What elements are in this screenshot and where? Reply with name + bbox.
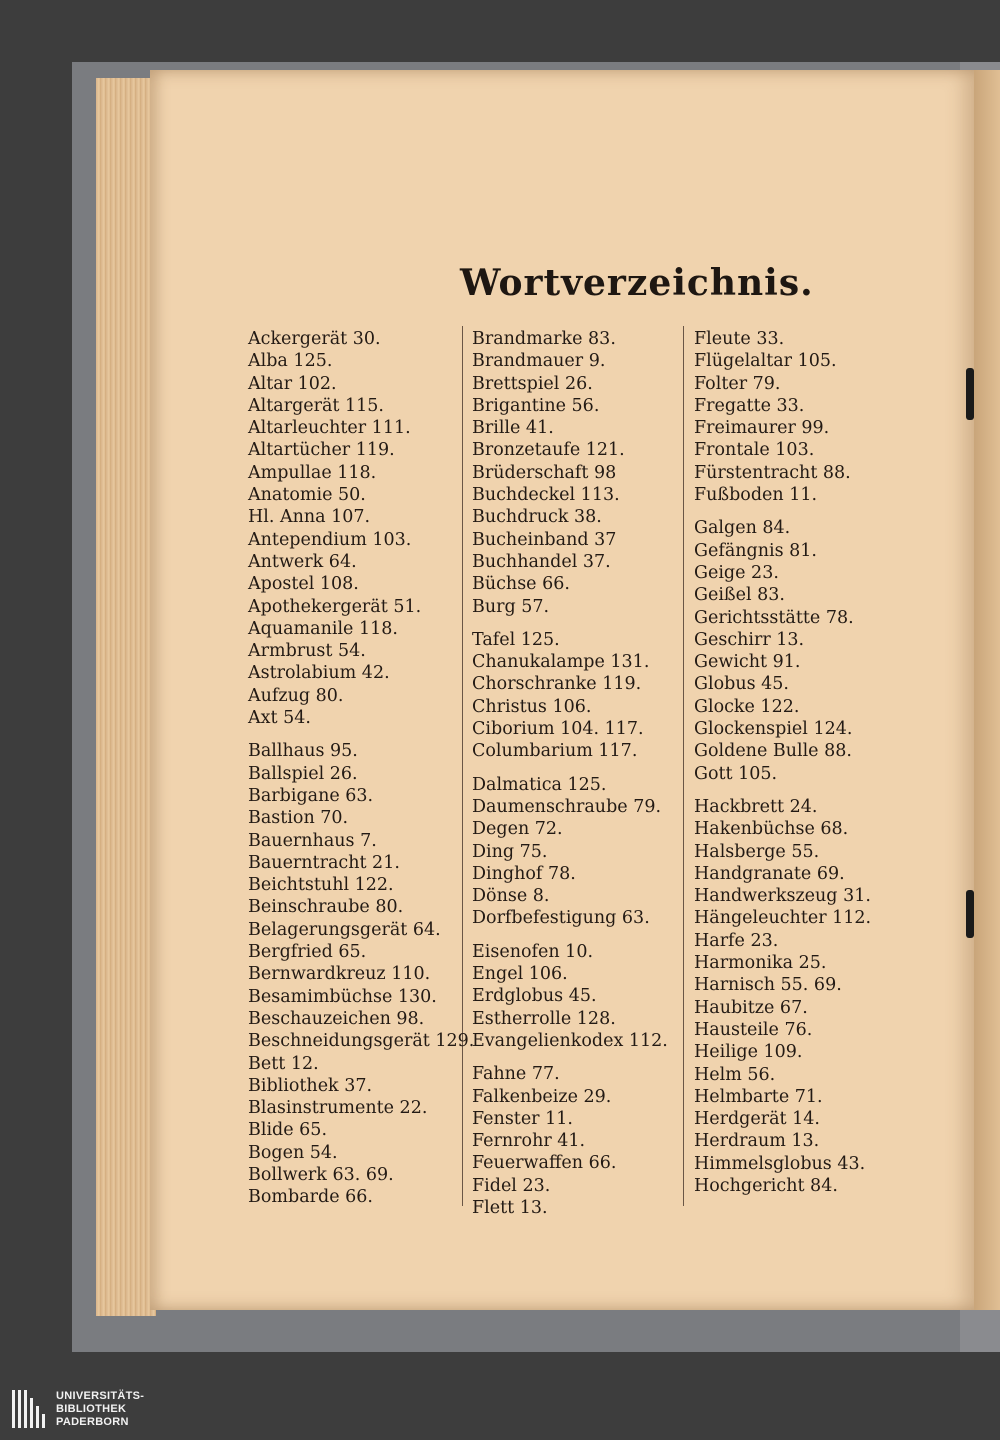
index-entry: Anatomie 50. — [248, 485, 366, 506]
index-entry: Chorschranke 119. — [472, 674, 642, 695]
index-entry: Evangelienkodex 112. — [472, 1030, 668, 1051]
index-column-1 — [248, 328, 475, 1209]
index-entry: Frontale 103. — [694, 440, 815, 461]
index-entry: Degen 72. — [472, 819, 563, 840]
index-entry: Brüderschaft 98 — [472, 462, 617, 483]
index-entry: Besamimbüchse 130. — [248, 986, 437, 1007]
index-entry: Geschirr 13. — [694, 629, 805, 650]
index-entry: Belagerungsgerät 64. — [248, 919, 441, 940]
index-entry: Halsberge 55. — [694, 841, 820, 862]
index-entry: Ballhaus 95. — [248, 741, 358, 762]
index-entry: Haubitze 67. — [694, 997, 808, 1018]
index-entry: Gott 105. — [694, 763, 778, 784]
index-entry: Gerichtsstätte 78. — [694, 607, 854, 628]
index-entry: Gewicht 91. — [694, 652, 801, 673]
index-entry: Herdgerät 14. — [694, 1109, 820, 1130]
index-column-2 — [472, 328, 682, 1219]
index-entry: Harnisch 55. 69. — [694, 975, 842, 996]
index-entry: Bauerntracht 21. — [248, 852, 400, 873]
index-entry: Bauernhaus 7. — [248, 830, 377, 851]
index-entry: Daumenschraube 79. — [472, 796, 662, 817]
index-entry: Flett 13. — [472, 1197, 548, 1218]
index-entry: Bett 12. — [248, 1053, 319, 1074]
library-name-line: BIBLIOTHEK — [56, 1403, 127, 1415]
index-entry: Estherrolle 128. — [472, 1008, 616, 1029]
index-entry: Burg 57. — [472, 596, 550, 617]
facing-page-edge — [974, 70, 1000, 1310]
index-entry: Globus 45. — [694, 674, 789, 695]
binding-thread-mark — [966, 368, 974, 420]
index-entry: Harfe 23. — [694, 930, 779, 951]
library-name — [56, 1390, 144, 1429]
index-entry: Folter 79. — [694, 373, 781, 394]
index-entry: Dorfbefestigung 63. — [472, 908, 650, 929]
index-entry: Goldene Bulle 88. — [694, 741, 852, 762]
index-entry: Ballspiel 26. — [248, 763, 358, 784]
index-entry: Fernrohr 41. — [472, 1131, 586, 1152]
index-entry: Fleute 33. — [694, 329, 785, 349]
index-entry: Christus 106. — [472, 696, 592, 717]
index-entry: Beinschraube 80. — [248, 897, 404, 918]
index-entry: Helmbarte 71. — [694, 1086, 823, 1107]
index-entry: Beschneidungsgerät 129. — [248, 1031, 475, 1052]
index-entry: Bastion 70. — [248, 808, 349, 829]
index-entry: Ackergerät 30. — [248, 329, 381, 349]
index-entry: Bogen 54. — [248, 1142, 338, 1163]
index-entry: Feuerwaffen 66. — [472, 1153, 617, 1174]
page-title: Wortverzeichnis. — [460, 262, 814, 304]
index-entry: Antwerk 64. — [248, 551, 357, 572]
index-entry: Barbigane 63. — [248, 785, 374, 806]
index-entry: Bibliothek 37. — [248, 1075, 373, 1096]
index-entry: Axt 54. — [248, 708, 311, 729]
index-entry: Columbarium 117. — [472, 741, 638, 762]
index-entry: Herdraum 13. — [694, 1131, 820, 1152]
index-entry: Harmonika 25. — [694, 953, 827, 974]
index-entry: Blide 65. — [248, 1120, 328, 1141]
index-entry: Armbrust 54. — [248, 641, 366, 662]
index-entry: Fußboden 11. — [694, 485, 818, 506]
index-entry: Aufzug 80. — [248, 685, 344, 706]
index-entry: Alba 125. — [248, 351, 333, 372]
index-entry: Hausteile 76. — [694, 1019, 813, 1040]
index-entry: Glockenspiel 124. — [694, 719, 853, 740]
index-entry: Fidel 23. — [472, 1175, 551, 1196]
library-logo — [12, 1390, 52, 1428]
index-entry: Ding 75. — [472, 841, 548, 862]
index-entry: Hakenbüchse 68. — [694, 819, 849, 840]
index-entry: Hochgericht 84. — [694, 1175, 838, 1196]
index-entry: Galgen 84. — [694, 518, 791, 539]
library-name-line: UNIVERSITÄTS- — [56, 1390, 145, 1402]
index-entry: Ciborium 104. 117. — [472, 719, 644, 740]
index-entry: Erdglobus 45. — [472, 986, 597, 1007]
index-entry: Bucheinband 37 — [472, 529, 617, 550]
index-entry: Hl. Anna 107. — [248, 507, 371, 528]
index-entry: Dalmatica 125. — [472, 774, 607, 795]
index-entry: Altargerät 115. — [248, 395, 384, 416]
index-entry: Altar 102. — [248, 373, 337, 394]
index-entry: Brandmarke 83. — [472, 329, 616, 349]
index-entry: Eisenofen 10. — [472, 941, 594, 962]
index-column-3 — [694, 328, 894, 1197]
index-entry: Fregatte 33. — [694, 395, 805, 416]
index-entry: Handgranate 69. — [694, 863, 845, 884]
index-entry: Falkenbeize 29. — [472, 1086, 612, 1107]
index-entry: Hängeleuchter 112. — [694, 908, 872, 929]
index-entry: Bombarde 66. — [248, 1187, 373, 1208]
index-entry: Bergfried 65. — [248, 942, 367, 963]
index-entry: Buchdeckel 113. — [472, 485, 620, 506]
index-entry: Dinghof 78. — [472, 863, 576, 884]
index-entry: Chanukalampe 131. — [472, 652, 650, 673]
index-entry: Altartücher 119. — [248, 440, 395, 461]
index-entry: Buchdruck 38. — [472, 507, 602, 528]
index-entry: Altarleuchter 111. — [248, 418, 411, 439]
index-entry: Fenster 11. — [472, 1108, 573, 1129]
index-entry: Ampullae 118. — [248, 462, 377, 483]
index-entry: Helm 56. — [694, 1064, 776, 1085]
index-entry: Büchse 66. — [472, 574, 570, 595]
index-entry: Bronzetaufe 121. — [472, 440, 625, 461]
index-entry: Tafel 125. — [472, 629, 560, 650]
index-entry: Apothekergerät 51. — [248, 596, 422, 617]
index-entry: Brettspiel 26. — [472, 373, 593, 394]
index-entry: Handwerkszeug 31. — [694, 886, 871, 907]
index-entry: Freimaurer 99. — [694, 418, 830, 439]
index-entry: Astrolabium 42. — [248, 663, 390, 684]
index-entry: Bollwerk 63. 69. — [248, 1164, 394, 1185]
index-entry: Bernwardkreuz 110. — [248, 964, 431, 985]
library-name-line: PADERBORN — [56, 1416, 129, 1428]
index-entry: Brille 41. — [472, 418, 554, 439]
index-entry: Himmelsglobus 43. — [694, 1153, 866, 1174]
index-entry: Fahne 77. — [472, 1064, 560, 1085]
index-entry: Dönse 8. — [472, 886, 550, 907]
index-entry: Gefängnis 81. — [694, 540, 817, 561]
index-entry: Engel 106. — [472, 964, 568, 985]
index-entry: Flügelaltar 105. — [694, 351, 837, 372]
index-entry: Hackbrett 24. — [694, 796, 818, 817]
index-entry: Aquamanile 118. — [248, 618, 398, 639]
index-entry: Glocke 122. — [694, 696, 800, 717]
binding-thread-mark — [966, 890, 974, 938]
page-edges — [96, 78, 156, 1316]
index-entry: Beichtstuhl 122. — [248, 875, 394, 896]
index-entry: Geige 23. — [694, 562, 779, 583]
index-entry: Blasinstrumente 22. — [248, 1098, 428, 1119]
index-entry: Apostel 108. — [248, 574, 359, 595]
index-entry: Fürstentracht 88. — [694, 462, 851, 483]
column-divider — [683, 326, 684, 1206]
index-entry: Antependium 103. — [248, 529, 412, 550]
index-entry: Heilige 109. — [694, 1042, 803, 1063]
index-entry: Brigantine 56. — [472, 395, 600, 416]
index-entry: Geißel 83. — [694, 585, 785, 606]
index-entry: Buchhandel 37. — [472, 551, 611, 572]
index-entry: Beschauzeichen 98. — [248, 1008, 425, 1029]
index-entry: Brandmauer 9. — [472, 351, 606, 372]
